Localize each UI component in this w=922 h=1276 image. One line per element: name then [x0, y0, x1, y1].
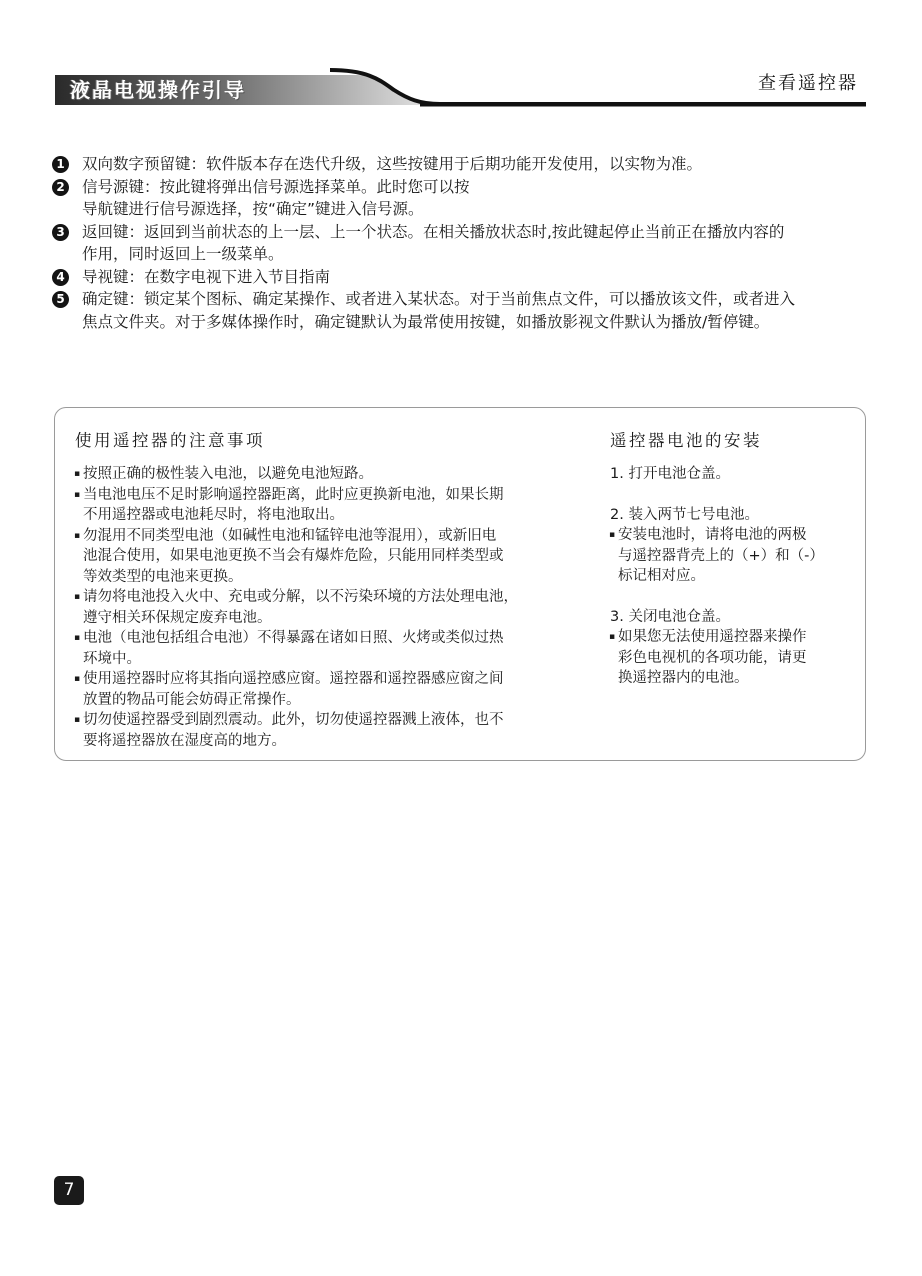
item-text: 返回键：返回到当前状态的上一层、上一个状态。在相关播放状态时,按此键起停止当前正在播放内容的 [82, 222, 785, 241]
page-number: 7 [54, 1176, 84, 1205]
bullet-text: 等效类型的电池来更换。 [83, 568, 243, 585]
bullet-text: 不用遥控器或电池耗尽时，将电池取出。 [83, 507, 344, 523]
list-item [75, 628, 605, 669]
item-text: 信号源键：按此键将弹出信号源选择菜单。此时您可以按 [82, 177, 470, 196]
list-item [610, 627, 860, 689]
item-text: 导视键：在数字电视下进入节目指南 [82, 267, 331, 286]
bullet-text: ▪ 请勿将电池投入火中、充电或分解，以不污染环境的方法处理电池， [83, 589, 518, 605]
list-item [75, 485, 605, 526]
bullet-text: 遵守相关环保规定废弃电池。 [83, 609, 272, 626]
step-1: 1. 打开电池仓盖。 [610, 466, 730, 482]
list-item [75, 526, 605, 588]
list-item [610, 525, 860, 587]
bullet-text: 池混合使用，如果电池更换不当会有爆炸危险，只能用同样类型或 [83, 548, 504, 564]
number-badge: 2 [52, 179, 69, 196]
list-item [52, 153, 882, 176]
installation-title: 遥控器电池的安装 [610, 431, 762, 450]
section-title: 查看遥控器 [758, 73, 858, 94]
bullet-text: ▪ 勿混用不同类型电池（如碱性电池和锰锌电池等混用），或新旧电 [83, 527, 497, 544]
bullet-text: ▪ 电池（电池包括组合电池）不得暴露在诸如日照、火烤或类似过热 [83, 630, 504, 646]
list-item [52, 266, 882, 289]
list-item [75, 710, 605, 751]
number-badge: 1 [52, 156, 69, 173]
bullet-text: ▪ 如果您无法使用遥控器来操作 [618, 629, 807, 645]
remote-notice-box [54, 407, 866, 761]
list-item [52, 288, 882, 333]
number-badge: 3 [52, 224, 69, 241]
bullet-text: ▪ 当电池电压不足时影响遥控器距离，此时应更换新电池，如果长期 [83, 486, 504, 503]
page-header [0, 0, 922, 120]
number-badge: 4 [52, 269, 69, 286]
header-title: 液晶电视操作引导 [70, 78, 246, 102]
bullet-text: 标记相对应。 [618, 568, 705, 584]
bullet-text: ▪ 切勿使遥控器受到剧烈震动。此外，切勿使遥控器溅上液体，也不 [83, 712, 504, 728]
list-item [75, 669, 605, 710]
list-item [52, 176, 882, 221]
bullet-text: 与遥控器背壳上的（+）和（-） [618, 547, 824, 564]
item-text: 导航键进行信号源选择，按“确定”键进入信号源。 [82, 200, 424, 218]
bullet-text: ▪ 安装电池时，请将电池的两极 [618, 527, 807, 543]
bullet-text: 换遥控器内的电池。 [618, 670, 749, 686]
item-text: 确定键：锁定某个图标、确定某操作、或者进入某状态。对于当前焦点文件，可以播放该文件，或者进入 [82, 290, 796, 308]
item-text: 作用，同时返回上一级菜单。 [82, 245, 284, 263]
precautions-title: 使用遥控器的注意事项 [75, 431, 265, 450]
step-2: 2. 装入两节七号电池。 [610, 506, 759, 523]
battery-installation [610, 430, 860, 689]
usage-precautions [75, 430, 605, 751]
bullet-text: ▪ 使用遥控器时应将其指向遥控感应窗。遥控器和遥控器感应窗之间 [83, 671, 504, 687]
step-3: 3. 关闭电池仓盖。 [610, 608, 730, 625]
list-item [75, 587, 605, 628]
item-text: 焦点文件夹。对于多媒体操作时，确定键默认为最常使用按键，如播放影视文件默认为播放/暂停键。 [82, 312, 770, 331]
bullet-text: ▪ 按照正确的极性装入电池，以避免电池短路。 [83, 466, 373, 482]
key-descriptions [52, 153, 882, 333]
bullet-text: 环境中。 [83, 650, 141, 667]
bullet-text: 放置的物品可能会妨碍正常操作。 [83, 691, 301, 708]
list-item [75, 464, 605, 485]
item-text: 双向数字预留键：软件版本存在迭代升级，这些按键用于后期功能开发使用，以实物为准。 [82, 155, 703, 173]
list-item [52, 221, 882, 266]
bullet-text: 要将遥控器放在湿度高的地方。 [83, 732, 286, 749]
bullet-text: 彩色电视机的各项功能，请更 [618, 649, 807, 666]
number-badge: 5 [52, 291, 69, 308]
